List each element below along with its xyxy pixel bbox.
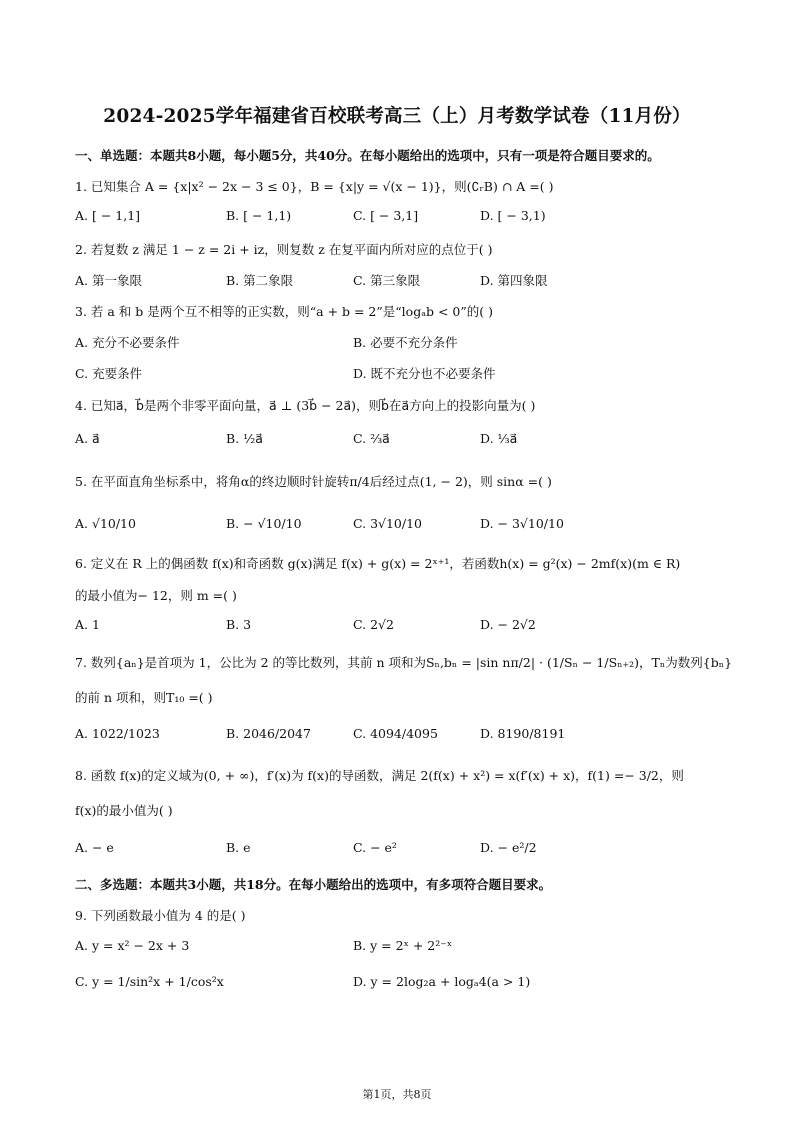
section-heading-single-choice: 一、单选题：本题共8小题，每小题5分，共40分。在每小题给出的选项中，只有一项是符合题目要求的。 [75, 148, 660, 163]
q7-option-c[interactable]: C. 4094/4095 [353, 726, 438, 741]
q3-option-b[interactable]: B. 必要不充分条件 [353, 335, 458, 350]
question-9-stem: 9. 下列函数最小值为 4 的是( ) [75, 908, 246, 923]
question-7-stem-line-1: 7. 数列{aₙ}是首项为 1，公比为 2 的等比数列，其前 n 项和为Sₙ,bₙ = |sin nπ/2| · (1/Sₙ − 1/Sₙ₊₂)，Tₙ为数列{bₙ} [75, 655, 733, 670]
q6-option-b[interactable]: B. 3 [226, 617, 252, 632]
question-2-stem: 2. 若复数 z 满足 1 − z = 2i + iz，则复数 z 在复平面内所对应的点位于( ) [75, 242, 493, 257]
q1-option-d[interactable]: D. [ − 3,1) [480, 208, 546, 223]
q9-option-a[interactable]: A. y = x² − 2x + 3 [75, 938, 190, 953]
q1-option-a[interactable]: A. [ − 1,1] [75, 208, 141, 223]
question-8-stem-line-1: 8. 函数 f(x)的定义域为(0, + ∞)，f′(x)为 f(x)的导函数，满足 2(f(x) + x²) = x(f′(x) + x)，f(1) =− 3/2，则 [75, 768, 684, 783]
q4-option-a[interactable]: A. a⃗ [75, 431, 100, 446]
question-3-stem: 3. 若 a 和 b 是两个互不相等的正实数，则“a + b = 2”是“logₐb < 0”的( ) [75, 304, 494, 319]
question-6-stem-line-1: 6. 定义在 R 上的偶函数 f(x)和奇函数 g(x)满足 f(x) + g(x) = 2ˣ⁺¹，若函数h(x) = g²(x) − 2mf(x)(m ∈ R) [75, 556, 681, 571]
q8-option-b[interactable]: B. e [226, 840, 251, 855]
q2-option-c[interactable]: C. 第三象限 [353, 273, 421, 288]
q6-option-c[interactable]: C. 2√2 [353, 617, 394, 632]
q7-option-b[interactable]: B. 2046/2047 [226, 726, 311, 741]
question-6-stem-line-2: 的最小值为− 12，则 m =( ) [75, 588, 237, 603]
q9-option-b[interactable]: B. y = 2ˣ + 2²⁻ˣ [353, 938, 453, 953]
q4-option-c[interactable]: C. ⅔a⃗ [353, 431, 390, 446]
q7-option-d[interactable]: D. 8190/8191 [480, 726, 566, 741]
q4-option-b[interactable]: B. ½a⃗ [226, 431, 263, 446]
q6-option-a[interactable]: A. 1 [75, 617, 100, 632]
section-heading-multiple-choice: 二、多选题：本题共3小题，共18分。在每小题给出的选项中，有多项符合题目要求。 [75, 877, 552, 892]
q4-option-d[interactable]: D. ⅓a⃗ [480, 431, 518, 446]
q5-option-a[interactable]: A. √10/10 [75, 516, 136, 531]
question-4-stem: 4. 已知a⃗，b⃗是两个非零平面向量，a⃗ ⊥ (3b⃗ − 2a⃗)，则b⃗在a⃗方向上的投影向量为( ) [75, 398, 536, 413]
q8-option-c[interactable]: C. − e² [353, 840, 397, 855]
q2-option-b[interactable]: B. 第二象限 [226, 273, 294, 288]
q3-option-a[interactable]: A. 充分不必要条件 [75, 335, 180, 350]
q9-option-c[interactable]: C. y = 1/sin²x + 1/cos²x [75, 974, 224, 989]
q5-option-b[interactable]: B. − √10/10 [226, 516, 302, 531]
q6-option-d[interactable]: D. − 2√2 [480, 617, 536, 632]
q5-option-d[interactable]: D. − 3√10/10 [480, 516, 564, 531]
q7-option-a[interactable]: A. 1022/1023 [75, 726, 160, 741]
page-footer: 第1页，共8页 [362, 1088, 432, 1101]
q1-option-c[interactable]: C. [ − 3,1] [353, 208, 419, 223]
question-1-stem: 1. 已知集合 A = {x|x² − 2x − 3 ≤ 0}，B = {x|y = √(x − 1)}，则(∁ᵣB) ∩ A =( ) [75, 179, 554, 194]
q3-option-d[interactable]: D. 既不充分也不必要条件 [353, 366, 496, 381]
q1-option-b[interactable]: B. [ − 1,1) [226, 208, 292, 223]
question-7-stem-line-2: 的前 n 项和，则T₁₀ =( ) [75, 690, 213, 705]
q2-option-a[interactable]: A. 第一象限 [75, 273, 142, 288]
question-5-stem: 5. 在平面直角坐标系中，将角α的终边顺时针旋转π/4后经过点(1, − 2)，则 sinα =( ) [75, 474, 552, 489]
q9-option-d[interactable]: D. y = 2log₂a + logₐ4(a > 1) [353, 974, 531, 989]
q8-option-a[interactable]: A. − e [75, 840, 114, 855]
q8-option-d[interactable]: D. − e²/2 [480, 840, 537, 855]
page-title: 2024-2025学年福建省百校联考高三（上）月考数学试卷（11月份） [103, 106, 691, 127]
q2-option-d[interactable]: D. 第四象限 [480, 273, 548, 288]
q3-option-c[interactable]: C. 充要条件 [75, 366, 143, 381]
q5-option-c[interactable]: C. 3√10/10 [353, 516, 423, 531]
question-8-stem-line-2: f(x)的最小值为( ) [75, 803, 173, 818]
